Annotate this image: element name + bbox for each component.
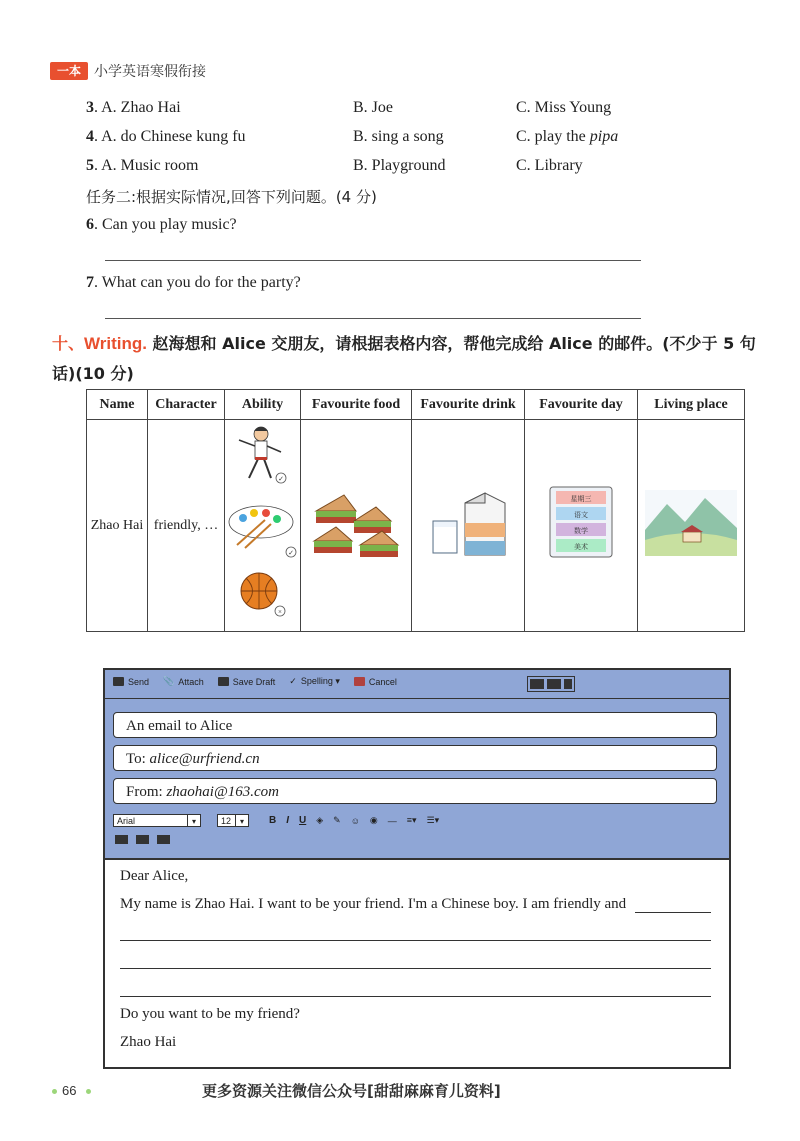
milk-icon (423, 483, 513, 563)
send-button[interactable]: Send (113, 677, 149, 687)
page-number: 66 (62, 1083, 77, 1098)
email-window (103, 668, 731, 1069)
cell-name: Zhao Hai (87, 420, 148, 632)
ability-mark-1: ✓ (278, 475, 284, 483)
kung-fu-icon (239, 427, 281, 478)
question-4-option-c: C. play the pipa (516, 128, 619, 145)
footer-dot (86, 1089, 91, 1094)
format-toolbar-row-2 (115, 835, 170, 844)
email-toolbar (113, 676, 397, 687)
emoji-icon[interactable]: ☺ (350, 815, 360, 826)
writing-section-heading: 十、Writing. 赵海想和 Alice 交朋友，请根据表格内容，帮他完成给 Alice 的邮件。(不少于 5 句话)(10 分) (52, 334, 756, 383)
pen-icon[interactable]: ✎ (333, 815, 341, 825)
question-5-option-c: C. Library (516, 157, 583, 174)
list-icon[interactable]: ☰▾ (426, 815, 440, 825)
footer-promo: 更多资源关注微信公众号[甜甜麻麻育儿资料] (202, 1082, 501, 1100)
cancel-icon (354, 677, 365, 686)
italic-button[interactable]: I (286, 815, 290, 826)
writing-line-0[interactable] (635, 912, 711, 913)
window-controls[interactable] (527, 676, 575, 692)
question-3-option-b: B. Joe (353, 99, 393, 116)
table-row (87, 420, 745, 632)
email-signature: Zhao Hai (120, 1034, 177, 1050)
subject-field[interactable]: An email to Alice (113, 712, 717, 738)
header-food: Favourite food (301, 390, 412, 420)
indent-icon[interactable] (136, 835, 149, 844)
question-6: 6. Can you play music? (86, 216, 237, 233)
align-icon[interactable]: ≡▾ (406, 815, 417, 825)
answer-line-6[interactable] (105, 260, 641, 261)
link-icon[interactable] (157, 835, 170, 844)
answer-line-7[interactable] (105, 318, 641, 319)
header-drink: Favourite drink (412, 390, 525, 420)
task-two-heading: 任务二:根据实际情况,回答下列问题。(4 分) (86, 188, 377, 206)
question-5-option-b: B. Playground (353, 157, 446, 174)
header-title: 小学英语寒假衔接 (94, 64, 206, 80)
outdent-icon[interactable] (115, 835, 128, 844)
email-greeting: Dear Alice, (120, 868, 189, 884)
cell-drink (412, 420, 525, 632)
color-icon[interactable]: ◈ (316, 815, 324, 825)
minimize-icon[interactable] (530, 679, 544, 689)
schedule-label-0: 星期三 (570, 495, 592, 503)
ability-illustrations (225, 420, 300, 626)
header-name: Name (87, 390, 148, 420)
sandwich-icon (306, 483, 406, 563)
size-select[interactable]: 12 ▾ (217, 814, 249, 827)
cell-living-place (638, 420, 745, 632)
ability-mark-2: ✓ (288, 549, 294, 557)
header-character: Character (148, 390, 225, 420)
question-5: 5. A. Music room (86, 157, 199, 174)
basketball-icon (241, 573, 277, 609)
paperclip-icon: 📎 (163, 676, 175, 686)
attach-button[interactable]: 📎 Attach (163, 676, 204, 687)
schedule-label-3: 美术 (574, 543, 588, 551)
email-question: Do you want to be my friend? (120, 1006, 300, 1022)
header-living-place: Living place (638, 390, 745, 420)
info-table (86, 389, 745, 632)
question-3-option-c: C. Miss Young (516, 99, 612, 116)
email-body-line-1: My name is Zhao Hai. I want to be your friend. I'm a Chinese boy. I am friendly and (120, 896, 627, 912)
writing-line-3[interactable] (120, 996, 711, 997)
question-3: 3. A. Zhao Hai (86, 99, 181, 116)
chevron-down-icon: ▾ (235, 815, 248, 826)
schedule-label-1: 语文 (574, 511, 588, 519)
writing-line-1[interactable] (120, 940, 711, 941)
cell-day (525, 420, 638, 632)
toolbar-divider (105, 698, 729, 699)
question-4: 4. A. do Chinese kung fu (86, 128, 246, 145)
brand-logo: 一本 (50, 62, 88, 80)
schedule-label-2: 数学 (574, 527, 588, 535)
underline-button[interactable]: U (299, 815, 307, 826)
send-icon (113, 677, 124, 686)
horizontal-rule-icon[interactable]: — (387, 815, 397, 826)
palette-icon (229, 506, 293, 548)
footer-dot (52, 1089, 57, 1094)
to-field[interactable]: To: alice@urfriend.cn (113, 745, 717, 771)
format-toolbar (113, 814, 439, 827)
bold-button[interactable]: B (269, 815, 277, 826)
binoculars-icon[interactable]: ◉ (369, 815, 378, 825)
spelling-icon: ✓ (289, 676, 297, 686)
close-icon[interactable] (564, 679, 572, 689)
cell-food (301, 420, 412, 632)
save-icon (218, 677, 229, 686)
email-header-panel (105, 670, 729, 860)
display-icon[interactable] (547, 679, 561, 689)
header-day: Favourite day (525, 390, 638, 420)
from-field[interactable]: From: zhaohai@163.com (113, 778, 717, 804)
question-4-option-b: B. sing a song (353, 128, 444, 145)
table-header-row (87, 390, 745, 420)
spelling-button[interactable]: ✓ Spelling ▾ (289, 676, 340, 686)
question-7: 7. What can you do for the party? (86, 274, 301, 291)
schedule-card-icon (546, 483, 616, 563)
header-ability: Ability (225, 390, 301, 420)
save-draft-button[interactable]: Save Draft (218, 677, 276, 687)
ability-mark-3: × (278, 608, 282, 616)
cell-ability (225, 420, 301, 632)
cell-character: friendly, … (148, 420, 225, 632)
countryside-icon (645, 490, 737, 556)
font-select[interactable]: Arial ▾ (113, 814, 201, 827)
cancel-button[interactable]: Cancel (354, 677, 397, 687)
writing-line-2[interactable] (120, 968, 711, 969)
chevron-down-icon: ▾ (187, 815, 200, 826)
